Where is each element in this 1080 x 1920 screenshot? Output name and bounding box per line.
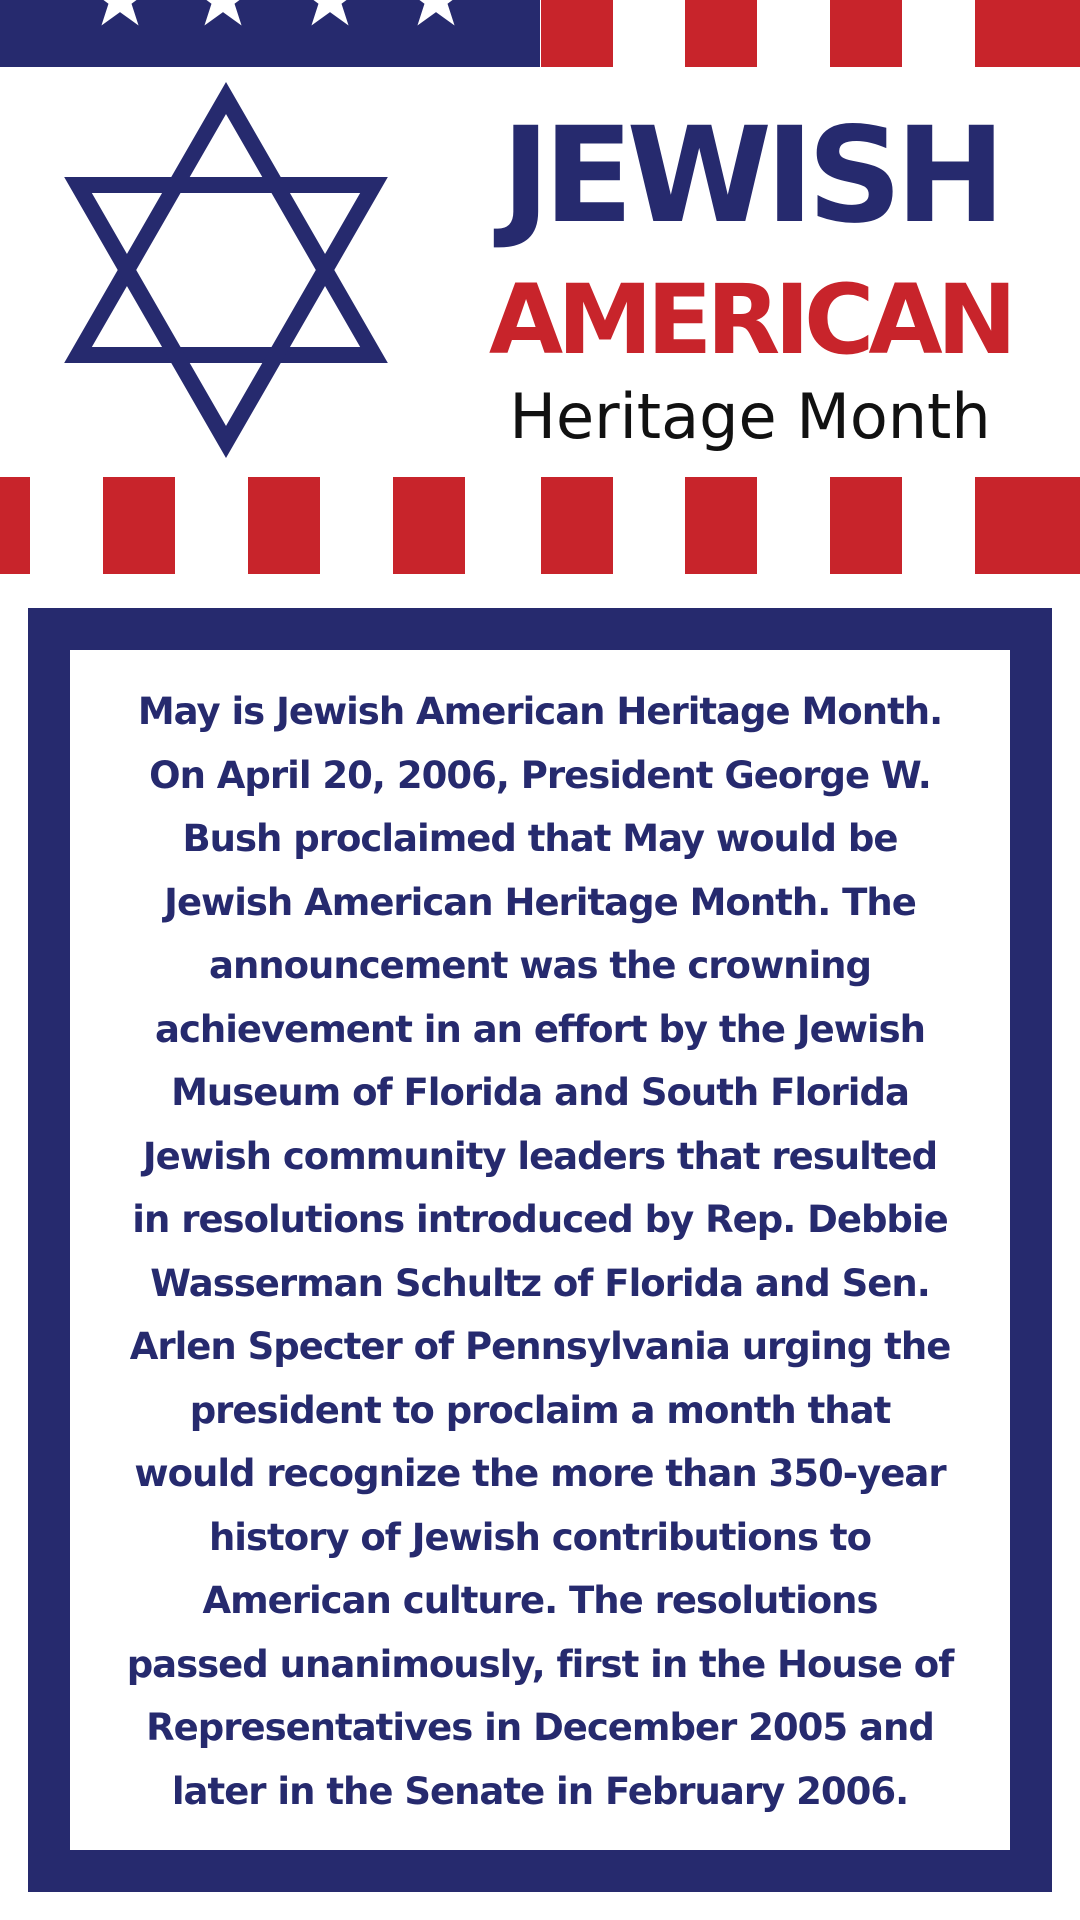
body-line: history of Jewish contributions to <box>208 1515 872 1559</box>
body-line: Wasserman Schultz of Florida and Sen. <box>150 1261 930 1305</box>
body-paragraph <box>70 680 1010 1823</box>
star-icon <box>298 0 362 30</box>
body-line: Bush proclaimed that May would be <box>182 817 898 860</box>
body-line: achievement in an effort by the Jewish <box>155 1007 925 1051</box>
red-stripe <box>541 0 613 67</box>
body-line: May is Jewish American Heritage Month. <box>137 690 943 733</box>
title-american: AMERICAN <box>488 264 1012 376</box>
star-of-david-icon <box>58 78 394 462</box>
body-line: passed unanimously, first in the House of <box>126 1642 954 1686</box>
title-heritage-month: Heritage Month <box>509 380 991 453</box>
body-line: Arlen Specter of Pennsylvania urging the <box>129 1325 951 1368</box>
red-stripe <box>393 477 465 574</box>
body-line: On April 20, 2006, President George W. <box>149 753 931 797</box>
body-line: Jewish community leaders that resulted <box>142 1134 938 1178</box>
star-icon <box>404 0 468 30</box>
flag-bottom-band <box>0 477 1080 574</box>
red-stripe <box>975 0 1080 67</box>
red-stripe <box>975 477 1080 574</box>
body-line: Jewish American Heritage Month. The <box>164 880 916 924</box>
red-stripe <box>830 477 902 574</box>
body-line: Museum of Florida and South Florida <box>171 1071 909 1114</box>
red-stripe <box>0 477 30 574</box>
text-frame <box>28 608 1052 1892</box>
red-stripe <box>830 0 902 67</box>
flag-star-field <box>0 0 540 67</box>
title-jewish: JEWISH <box>501 99 999 253</box>
body-line: would recognize the more than 350-year <box>134 1452 946 1495</box>
red-stripe <box>685 0 757 67</box>
body-line: president to proclaim a month that <box>189 1388 891 1432</box>
body-line: later in the Senate in February 2006. <box>171 1769 909 1813</box>
red-stripe <box>685 477 757 574</box>
body-line: American culture. The resolutions <box>202 1579 878 1622</box>
red-stripe <box>248 477 320 574</box>
star-icon <box>191 0 255 30</box>
body-line: Representatives in December 2005 and <box>146 1706 934 1749</box>
body-line: in resolutions introduced by Rep. Debbie <box>132 1198 948 1241</box>
red-stripe <box>103 477 175 574</box>
red-stripe <box>541 477 613 574</box>
body-line: announcement was the crowning <box>208 944 872 987</box>
star-icon <box>88 0 152 30</box>
flag-top-band <box>0 0 1080 67</box>
